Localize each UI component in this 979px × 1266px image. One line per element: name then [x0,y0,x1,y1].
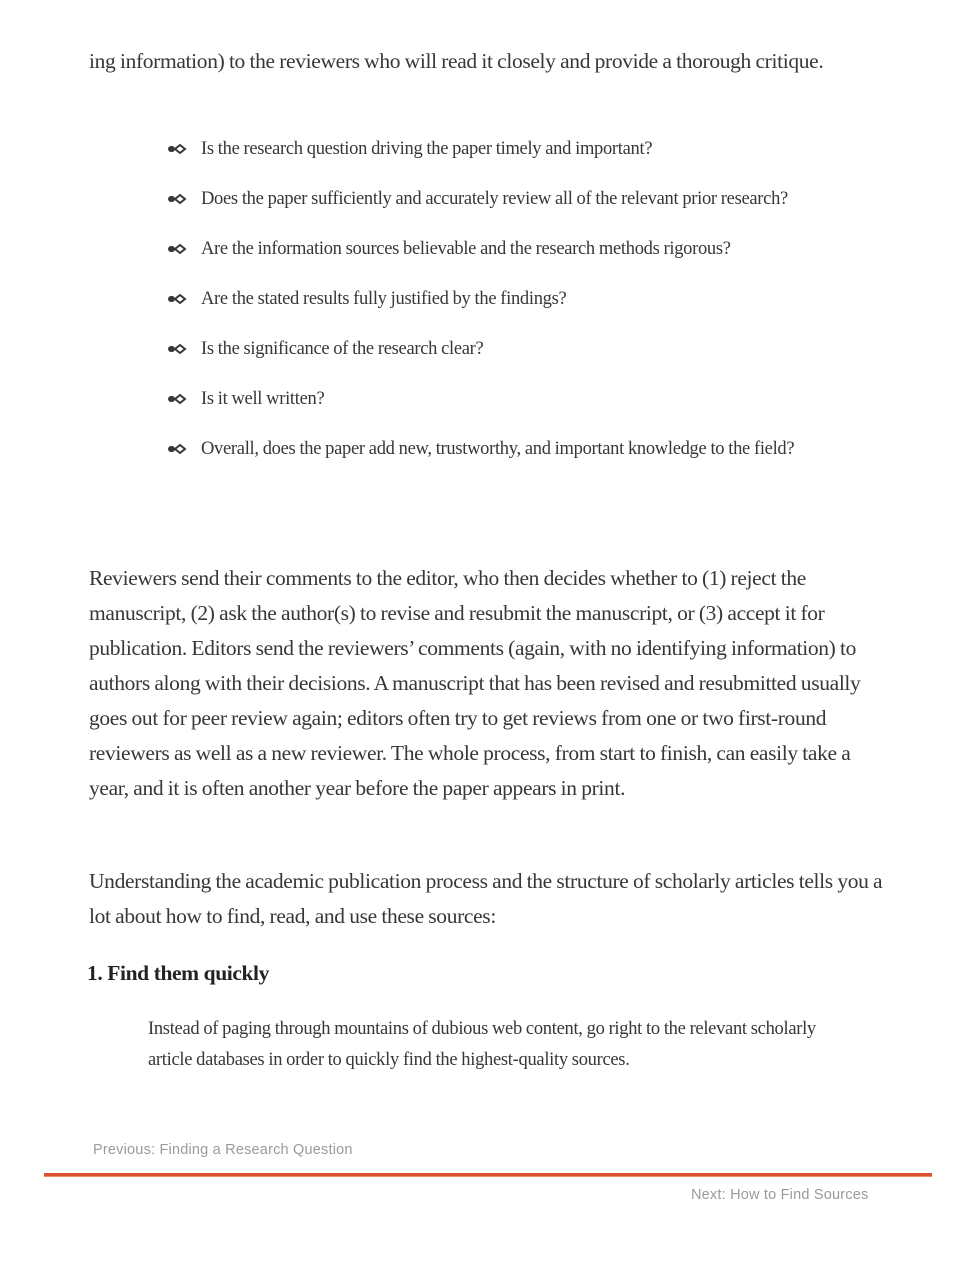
arrow-bullet-icon [167,393,187,405]
list-item [167,234,807,264]
arrow-bullet-icon [167,243,187,255]
list-item [167,384,807,414]
arrow-bullet-icon [167,193,187,205]
arrow-bullet-icon [167,293,187,305]
review-process-paragraph: Reviewers send their comments to the editor, who then decides whether to (1) reject the manuscript, (2) ask the author(s) to revise and resubmit the manuscript, or (3) accept it for publication. Editors send the reviewers’ comments (again, with no identifying information) to authors along with their decisions. A manuscript that has been revised and resubmitted usually goes out for peer review again; editors often try to get reviews from one or two first-round reviewers as well as a new reviewer. The whole process, from start to finish, can easily take a year, and it is often another year before the paper appears in print. [89,566,861,800]
list-item [167,134,807,164]
next-page-link[interactable]: Next: How to Find Sources [691,1187,869,1203]
find-quickly-text: Instead of paging through mountains of dubious web content, go right to the relevant scholarly article databases in order to quickly find the highest-quality sources. [148,1019,816,1070]
review-questions-list [167,134,807,484]
footer-divider [44,1173,932,1177]
list-item-text: Is the significance of the research clear? [201,339,484,359]
list-item-text: Is the research question driving the paper timely and important? [201,139,653,159]
intro-paragraph-tail: ing information) to the reviewers who will read it closely and provide a thorough critique. [89,49,824,73]
list-item-text: Are the information sources believable and the research methods rigorous? [201,239,731,259]
list-item-text: Overall, does the paper add new, trustworthy, and important knowledge to the field? [201,439,795,459]
list-item [167,184,807,214]
previous-page-link[interactable]: Previous: Finding a Research Question [93,1142,353,1158]
list-item-text: Are the stated results fully justified by the findings? [201,289,567,309]
list-item-text: Does the paper sufficiently and accurately review all of the relevant prior research? [201,189,788,209]
arrow-bullet-icon [167,443,187,455]
list-item [167,334,807,364]
arrow-bullet-icon [167,143,187,155]
list-item-text: Is it well written? [201,389,325,409]
list-item [167,434,807,464]
section-heading-find-quickly: 1. Find them quickly [87,961,269,985]
list-item [167,284,807,314]
arrow-bullet-icon [167,343,187,355]
understanding-paragraph: Understanding the academic publication process and the structure of scholarly articles tells you a lot about how to find, read, and use these sources: [89,869,883,928]
